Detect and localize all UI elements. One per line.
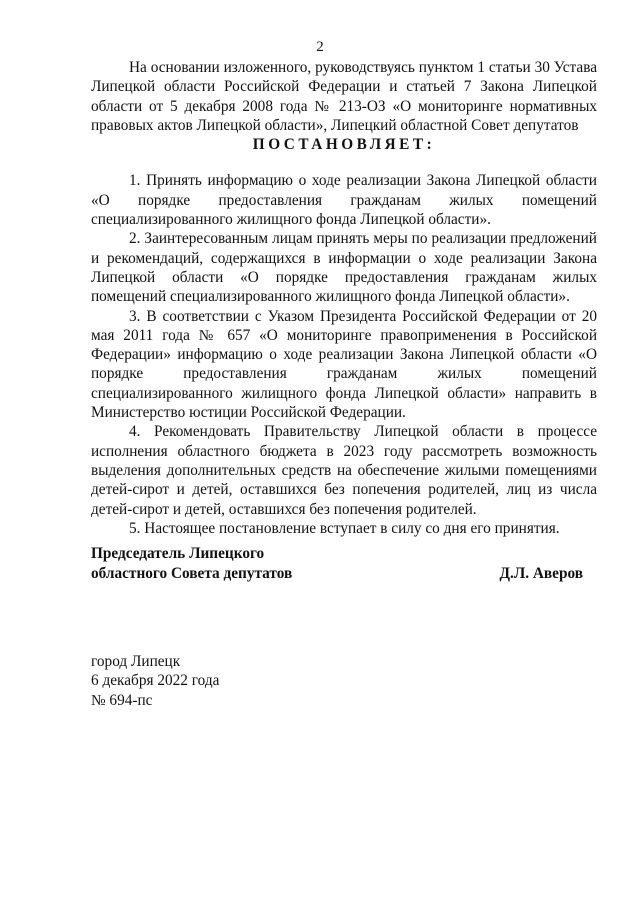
item-2: 2. Заинтересованным лицам принять меры по реализации предложений и рекомендаций, содержащихся в информации о ходе реализации Закона Липецкой области «О порядке предоставления гражданам жилых помещений специализированного жилищного фонда Липецкой области». (91, 230, 597, 306)
item-3: 3. В соответствии с Указом Президента Российской Федерации от 20 мая 2011 года № 657 «О мониторинге правоприменения в Российской Федерации» информацию о ходе реализации Закона Липецкой области «О порядке предоставления гражданам жилых помещений специализированного жилищного фонда Липецкой области» направить в Министерство юстиции Российской Федерации. (91, 307, 597, 422)
signature-block (91, 544, 583, 584)
intro-paragraph: На основании изложенного, руководствуясь пунктом 1 статьи 30 Устава Липецкой области Российской Федерации и статьей 7 Закона Липецкой области от 5 декабря 2008 года № 213-ОЗ «О мониторинге нормативных правовых актов Липецкой области», Липецкий областной Совет депутатов (91, 59, 597, 134)
document-body (91, 58, 597, 538)
resolution-heading: ПОСТАНОВЛЯЕТ: (252, 136, 436, 154)
date: 6 декабря 2022 года (91, 672, 220, 690)
page-number: 2 (316, 39, 324, 55)
item-5: 5. Настоящее постановление вступает в силу со дня его принятия. (129, 519, 560, 537)
city: город Липецк (91, 653, 181, 670)
item-4: 4. Рекомендовать Правительству Липецкой области в процессе исполнения областного бюджета в 2023 году рассмотреть возможность выделения дополнительных средств на обеспечение жилыми помещениями детей-сирот и детей, оставшихся без попечения родителей, лиц из числа детей-сирот и детей, оставшихся без попечения родителей. (91, 423, 597, 518)
item-1: 1. Принять информацию о ходе реализации Закона Липецкой области «О порядке предоставления гражданам жилых помещений специализированного жилищного фонда Липецкой области». (91, 172, 597, 229)
document-footer (91, 652, 219, 710)
signer-name: Д.Л. Аверов (499, 565, 583, 582)
doc-number: № 694-пс (91, 691, 153, 709)
signer-title-line2: областного Совета депутатов (91, 565, 293, 582)
signer-title-line1: Председатель Липецкого (91, 545, 265, 562)
